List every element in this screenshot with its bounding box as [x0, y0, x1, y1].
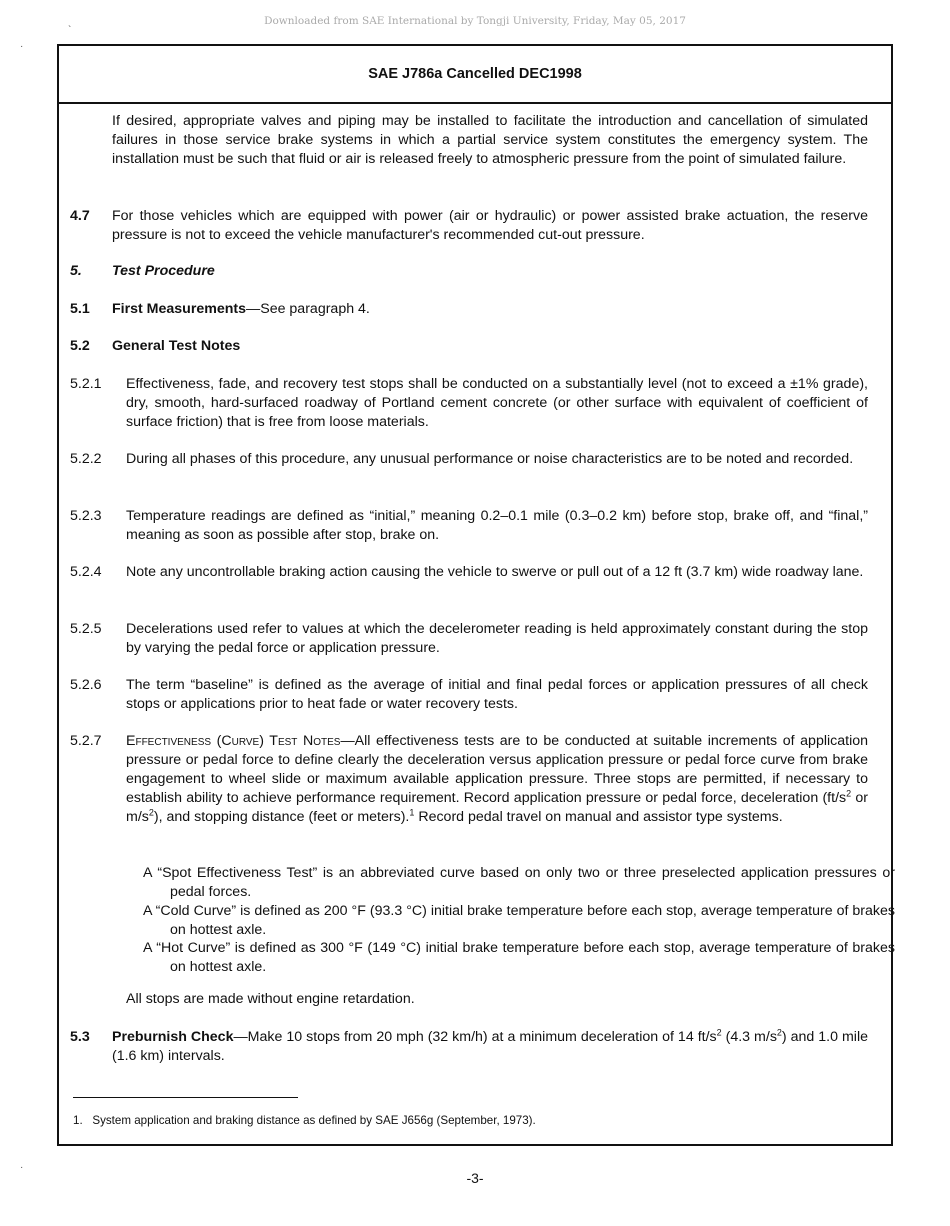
- section-number: 5.2.2: [70, 451, 102, 467]
- section-5-2-6-text: The term “baseline” is defined as the average of initial and final pedal forces or application pressures of all check stops or applications prior to heat fade or water recovery tests.: [126, 677, 868, 712]
- footnote-number: 1.: [73, 1114, 83, 1127]
- footnote: [73, 1114, 536, 1128]
- text-run: —All effectiveness tests are to be conducted at suitable increments of application pressure or pedal force to define clearly the deceleration versus application pressure or pedal force curve from brake engagement to wheel slide or maximum available application pressure. Three stops are permitted, if necessary to establish ability to achieve performance requirement. Record application pressure or pedal force, deceleration (ft/s: [126, 733, 868, 806]
- page-frame: [57, 44, 893, 1146]
- download-watermark: Downloaded from SAE International by Tongji University, Friday, May 05, 2017: [264, 15, 686, 27]
- definition-hot-curve: A “Hot Curve” is defined as 300 °F (149 °C) initial brake temperature before each stop, average temperature of brakes on hottest axle.: [143, 940, 895, 975]
- text-run: ) and 1.0 mile (1.6 km) intervals.: [112, 1029, 869, 1064]
- footnote-rule: [73, 1097, 298, 1098]
- section-4-7-text: For those vehicles which are equipped with power (air or hydraulic) or power assisted brake actuation, the reserve pressure is not to exceed the vehicle manufacturer's recommended cut-out pressure.: [112, 208, 868, 243]
- superscript: 2: [846, 788, 852, 799]
- section-number: 5.3: [70, 1029, 90, 1045]
- page-number: -3-: [466, 1170, 484, 1186]
- definition-spot-effectiveness: A “Spot Effectiveness Test” is an abbreviated curve based on only two or three preselected application pressures or pedal forces.: [143, 865, 895, 900]
- section-5-title: Test Procedure: [112, 263, 215, 279]
- superscript: 2: [776, 1027, 782, 1038]
- section-number: 5.2.4: [70, 564, 102, 580]
- text-run: or m/s: [126, 790, 868, 825]
- section-number: 5.2.5: [70, 621, 102, 637]
- text-run: —Make 10 stops from 20 mph (32 km/h) at a minimum deceleration of 14 ft/s: [233, 1029, 717, 1045]
- superscript: 2: [716, 1027, 722, 1038]
- definition-cold-curve: A “Cold Curve” is defined as 200 °F (93.3 °C) initial brake temperature before each stop, average temperature of brakes on hottest axle.: [143, 903, 895, 938]
- section-5-3-text: [112, 1028, 868, 1066]
- section-5-1-text: —See paragraph 4.: [246, 301, 370, 317]
- superscript: 2: [148, 807, 154, 818]
- section-5-2-4-text: Note any uncontrollable braking action causing the vehicle to swerve or pull out of a 12 ft (3.7 km) wide roadway lane.: [126, 564, 864, 580]
- text-run: (4.3 m/s: [721, 1029, 777, 1045]
- footnote-text: System application and braking distance as defined by SAE J656g (September, 1973).: [92, 1114, 536, 1127]
- section-5-2-3-text: Temperature readings are defined as “initial,” meaning 0.2–0.1 mile (0.3–0.2 km) before stop, brake off, and “final,” meaning as soon as possible after stop, brake on.: [126, 508, 868, 543]
- section-number: 5.2.3: [70, 508, 102, 524]
- section-number: 5.1: [70, 301, 90, 317]
- section-number: 5.2.7: [70, 733, 102, 749]
- section-number: 5.2: [70, 338, 90, 354]
- page-content: [59, 46, 895, 1144]
- section-number: 4.7: [70, 208, 90, 224]
- effectiveness-heading: Effectiveness (Curve) Test Notes: [126, 733, 341, 749]
- scan-speck: ·: [20, 41, 24, 52]
- section-5-1-title: First Measurements: [112, 301, 247, 317]
- intro-paragraph: If desired, appropriate valves and piping may be installed to facilitate the introduction and cancellation of simulated failures in those service brake systems in which a partial service system constitutes the emergency system. The installation must be such that fluid or air is released freely to atmospheric pressure from the point of simulated failure.: [112, 113, 868, 167]
- scan-speck: ·: [20, 1162, 24, 1173]
- section-number: 5.2.6: [70, 677, 102, 693]
- section-5-2-1-text: Effectiveness, fade, and recovery test stops shall be conducted on a substantially level (not to exceed a ±1% grade), dry, smooth, hard-surfaced roadway of Portland cement concrete (or other surface with equivalent of coefficient of surface friction) that is free from loose materials.: [126, 376, 868, 430]
- scan-speck: `: [68, 25, 72, 36]
- section-5-2-2-text: During all phases of this procedure, any unusual performance or noise characteristics are to be noted and recorded.: [126, 451, 854, 467]
- section-5-2-title: General Test Notes: [112, 338, 241, 354]
- section-number: 5.2.1: [70, 376, 102, 392]
- section-number: 5.: [70, 263, 82, 279]
- footnote-reference: 1: [409, 807, 415, 818]
- closing-note: All stops are made without engine retardation.: [126, 991, 415, 1007]
- document-title: SAE J786a Cancelled DEC1998: [368, 66, 582, 82]
- section-5-2-7-text: [126, 732, 868, 827]
- section-5-2-5-text: Decelerations used refer to values at which the decelerometer reading is held approximately constant during the stop by varying the pedal force or application pressure.: [126, 621, 868, 656]
- preburnish-title: Preburnish Check: [112, 1029, 234, 1045]
- text-run: Record pedal travel on manual and assistor type systems.: [414, 809, 783, 825]
- section-5-1-line: [112, 300, 370, 319]
- text-run: ), and stopping distance (feet or meters).: [153, 809, 410, 825]
